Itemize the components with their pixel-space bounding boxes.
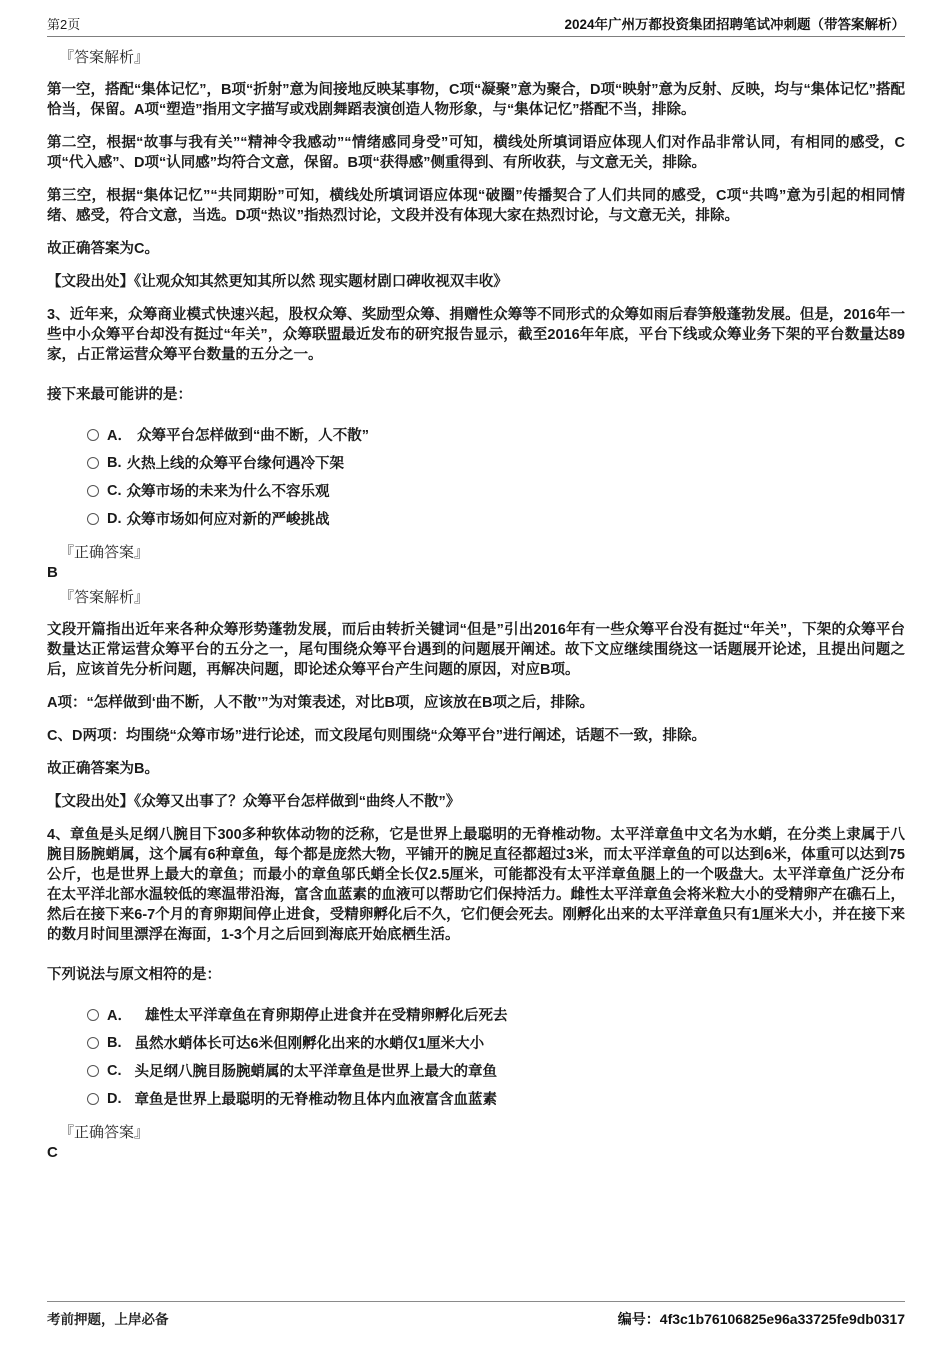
option-row[interactable] (87, 452, 905, 473)
analysis-paragraph: 第三空，根据“集体记忆”“共同期盼”可知，横线处所填词语应体现“破圈”传播契合了人们共同的感受，C项“共鸣”意为引起的相同情绪、感受，符合文意，当选。D项“热议”指热烈讨论，文段并没有体现大家在热烈讨论，与文意无关，排除。 (47, 188, 905, 224)
option-row[interactable] (87, 424, 905, 445)
option-letter: C. (107, 1062, 122, 1079)
question-3-options (87, 424, 905, 529)
option-row[interactable] (87, 480, 905, 501)
option-text: 雄性太平洋章鱼在育卵期停止进食并在受精卵孵化后死去 (144, 1008, 508, 1024)
radio-button[interactable] (87, 1065, 99, 1077)
question-3-stem: 3、近年来，众筹商业模式快速兴起，股权众筹、奖励型众筹、捐赠性众筹等不同形式的众筹如雨后春笋般蓬勃发展。但是，2016年一些中小众筹平台却没有挺过“年关”，众筹联盟最近发布的研究报告显示，截至2016年年底，平台下线或众筹业务下架的平台数量达89家，占正常运营众筹平台数量的五分之一。 (47, 307, 905, 363)
page-content (47, 38, 905, 1163)
option-text: 头足纲八腕目肠腕蛸属的太平洋章鱼是世界上最大的章鱼 (134, 1064, 497, 1080)
question-4-stem: 4、章鱼是头足纲八腕目下300多种软体动物的泛称，它是世界上最聪明的无脊椎动物。太平洋章鱼中文名为水蛸，在分类上隶属于八腕目肠腕蛸属，这个属有6种章鱼，每个都是庞然大物，平铺开的腕足直径都超过3米，而太平洋章鱼的可以达到6米，体重可以达到75公斤，也是世界上最大的章鱼；而最小的章鱼邬氏蛸全长仅2.5厘米，可能都没有太平洋章鱼腿上的一个吸盘大。太平洋章鱼广泛分布在太平洋北部水温较低的寒温带沿海，富含血蓝素的血液可以帮助它们保持活力。雌性太平洋章鱼会将米粒大小的受精卵产在礁石上，然后在接下来6-7个月的育卵期间停止进食，受精卵孵化后不久，它们便会死去。刚孵化出来的太平洋章鱼只有1厘米大小，并在接下来的数月时间里漂浮在海面，1-3个月之后回到海底开始底栖生活。 (47, 827, 905, 943)
option-text: 虽然水蛸体长可达6米但刚孵化出来的水蛸仅1厘米大小 (134, 1036, 485, 1052)
radio-button[interactable] (87, 457, 99, 469)
analysis-paragraph: A项：“怎样做到‘曲不断，人不散’”为对策表述，对比B项，应该放在B项之后，排除。 (47, 695, 594, 711)
analysis-heading: 『答案解析』 (59, 590, 150, 606)
analysis-paragraph: C、D两项：均围绕“众筹市场”进行论述，而文段尾句则围绕“众筹平台”进行阐述，话题不一致，排除。 (47, 728, 706, 744)
option-letter: B. (107, 454, 122, 471)
option-letter: C. (107, 482, 122, 499)
option-letter: D. (107, 1090, 122, 1107)
analysis-paragraph: 第一空，搭配“集体记忆”，B项“折射”意为间接地反映某事物，C项“凝聚”意为聚合，D项“映射”意为反射、反映，均与“集体记忆”搭配恰当，保留。A项“塑造”指用文字描写或戏剧舞蹈表演创造人物形象，与“集体记忆”搭配不当，排除。 (47, 82, 905, 118)
source-reference: 【文段出处】《众筹又出事了？众筹平台怎样做到“曲终人不散”》 (47, 794, 461, 810)
option-text: 众筹市场如何应对新的严峻挑战 (126, 512, 330, 528)
option-letter: B. (107, 1034, 122, 1051)
analysis-conclusion: 故正确答案为C。 (47, 241, 159, 257)
option-text: 众筹市场的未来为什么不容乐观 (126, 484, 330, 500)
option-text: 章鱼是世界上最聪明的无脊椎动物且体内血液富含血蓝素 (134, 1092, 497, 1108)
correct-answer-value: B (47, 564, 58, 581)
question-4-options (87, 1004, 905, 1109)
analysis-conclusion: 故正确答案为B。 (47, 761, 159, 777)
analysis-paragraph: 第二空，根据“故事与我有关”“精神令我感动”“情绪感同身受”可知，横线处所填词语应体现人们对作品非常认同，有相同的感受，C项“代入感”、D项“认同感”均符合文意，保留。B项“获得感”侧重得到、有所收获，与文意无关，排除。 (47, 135, 905, 171)
radio-button[interactable] (87, 1037, 99, 1049)
option-letter: A． (107, 1008, 132, 1024)
analysis-heading: 『答案解析』 (59, 50, 150, 66)
radio-button[interactable] (87, 485, 99, 497)
correct-answer-heading: 『正确答案』 (59, 1125, 150, 1141)
footer-document-id: 编号：4f3c1b76106825e96a33725fe9db0317 (617, 1311, 905, 1327)
option-row[interactable] (87, 1032, 905, 1053)
source-reference: 【文段出处】《让观众知其然更知其所以然 现实题材剧口碑收视双丰收》 (47, 274, 508, 290)
option-text: 众筹平台怎样做到“曲不断，人不散” (136, 428, 369, 444)
correct-answer-heading: 『正确答案』 (59, 545, 150, 561)
option-letter: D. (107, 510, 122, 527)
radio-button[interactable] (87, 513, 99, 525)
question-4-prompt: 下列说法与原文相符的是： (47, 967, 221, 983)
analysis-paragraph: 文段开篇指出近年来各种众筹形势蓬勃发展，而后由转折关键词“但是”引出2016年有一些众筹平台没有挺过“年关”，下架的众筹平台数量达正常运营众筹平台的五分之一，尾句围绕众筹平台遇到的问题展开阐述。故下文应继续围绕这一话题展开论述，且提出问题之后，应该首先分析问题，再解决问题，即论述众筹平台产生问题的原因，对应B项。 (47, 622, 905, 678)
option-row[interactable] (87, 1060, 905, 1081)
radio-button[interactable] (87, 429, 99, 441)
radio-button[interactable] (87, 1093, 99, 1105)
document-title: 2024年广州万都投资集团招聘笔试冲刺题（带答案解析） (564, 17, 905, 32)
option-row[interactable] (87, 508, 905, 529)
question-3-prompt: 接下来最可能讲的是： (47, 387, 192, 403)
option-row[interactable] (87, 1004, 905, 1025)
option-text: 火热上线的众筹平台缘何遇冷下架 (126, 456, 344, 472)
footer-slogan: 考前押题，上岸必备 (47, 1312, 169, 1327)
page-number: 第2页 (47, 17, 81, 32)
correct-answer-value: C (47, 1144, 58, 1161)
page-footer (47, 1301, 905, 1329)
page-header (47, 13, 905, 37)
option-row[interactable] (87, 1088, 905, 1109)
radio-button[interactable] (87, 1009, 99, 1021)
option-letter: A． (107, 428, 132, 444)
